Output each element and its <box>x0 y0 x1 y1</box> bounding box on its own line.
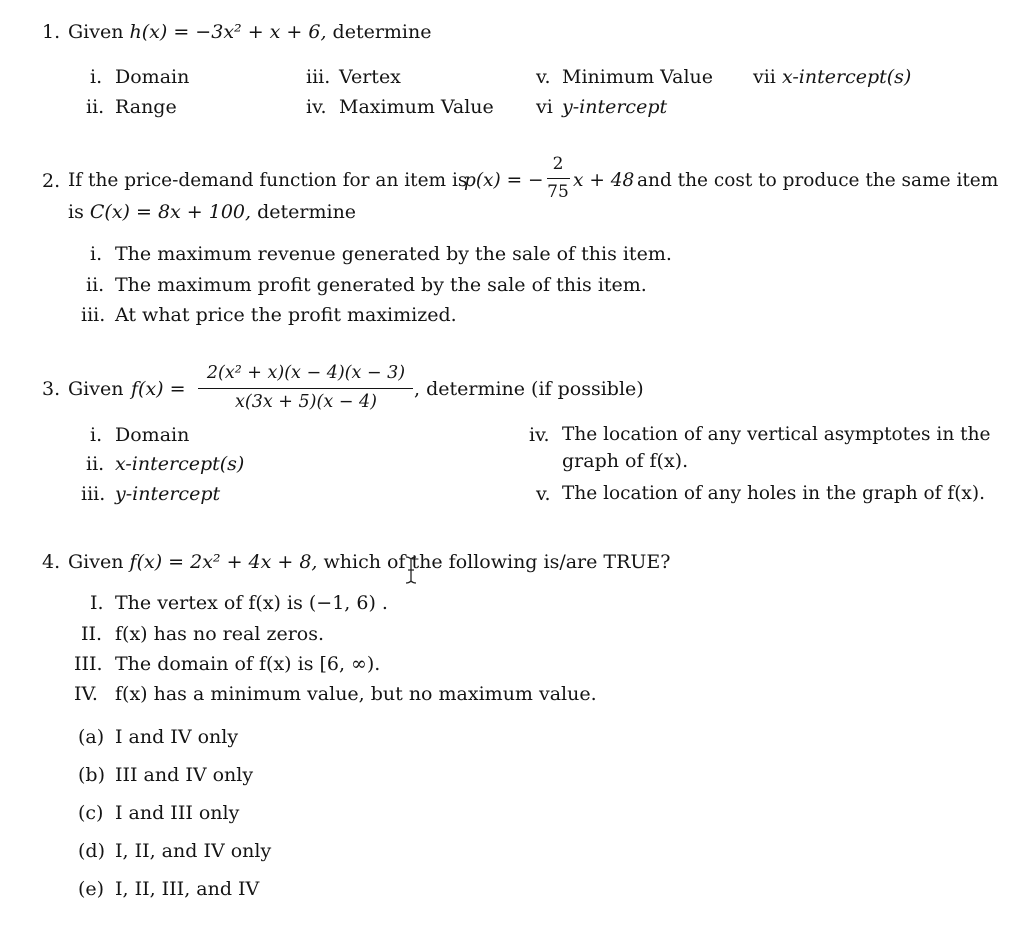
problem-1-number: 1. <box>42 21 61 43</box>
problem-3-item-text: The location of any holes in the graph of f(x). <box>562 483 985 504</box>
problem-1-item-num: iv. <box>306 96 327 118</box>
problem-3-frac-numerator: 2(x² + x)(x − 4)(x − 3) <box>206 363 406 383</box>
problem-2-number: 2. <box>42 170 61 192</box>
problem-3-item-text: y-intercept <box>115 483 221 505</box>
problem-4-stem <box>68 553 670 572</box>
problem-1-item-num: vi <box>536 96 553 118</box>
problem-3-item-text: The location of any vertical asymptotes in the <box>562 424 991 445</box>
problem-2-frac-bar <box>547 178 570 179</box>
problem-4-choice-label: (b) <box>78 764 105 786</box>
problem-2-stem-prefix: If the price-demand function for an item is <box>68 170 468 191</box>
problem-4-statement-text: f(x) has a minimum value, but no maximum value. <box>115 683 597 705</box>
problem-3-function-lhs: f(x) = <box>131 378 186 400</box>
problem-4-function: f(x) = 2x² + 4x + 8, <box>129 551 318 573</box>
problem-4-statement-num: II. <box>81 623 103 645</box>
problem-2-item-num: i. <box>90 243 103 265</box>
problem-2-item-text: The maximum revenue generated by the sale of this item. <box>115 243 672 265</box>
problem-2-cost-function: C(x) = 8x + 100, <box>89 201 252 223</box>
problem-4-statement-num: III. <box>74 653 103 675</box>
problem-4-choice-label: (e) <box>78 878 105 900</box>
problem-4-statement-text: f(x) has no real zeros. <box>115 623 325 645</box>
problem-4-statement-text: The domain of f(x) is [6, ∞). <box>115 653 381 675</box>
problem-3-item-text: Domain <box>115 424 190 446</box>
problem-2-item-num: ii. <box>86 274 105 296</box>
problem-1-item-num: iii. <box>306 66 331 88</box>
problem-1-stem-prefix: Given <box>68 21 124 43</box>
text-cursor-icon <box>404 556 418 584</box>
problem-2-item-text: At what price the profit maximized. <box>115 304 457 326</box>
problem-1-stem-suffix: determine <box>332 21 432 43</box>
problem-1-item-num: v. <box>536 66 551 88</box>
problem-2-demand-rhs: x + 48 <box>573 170 635 191</box>
problem-2-stem-line2 <box>68 203 356 222</box>
problem-3-stem-prefix: Given <box>68 378 124 400</box>
problem-1-stem <box>68 23 432 42</box>
problem-4-choice-text: I and IV only <box>115 726 239 748</box>
problem-3-frac-bar <box>198 388 413 389</box>
problem-2-frac-denominator: 75 <box>547 182 569 202</box>
problem-1-item-text: Domain <box>115 66 190 88</box>
problem-2-line2-suffix: determine <box>257 201 357 223</box>
problem-4-choice-text: I, II, and IV only <box>115 840 272 862</box>
problem-1-item-text: x-intercept(s) <box>782 66 912 88</box>
problem-1-item-text: Vertex <box>339 66 401 88</box>
problem-2-item-text: The maximum profit generated by the sale of this item. <box>115 274 647 296</box>
problem-3-item-text: x-intercept(s) <box>115 453 245 475</box>
problem-1-function: h(x) = −3x² + x + 6, <box>129 21 327 43</box>
problem-1-item-text: Range <box>115 96 177 118</box>
problem-3-item-num: v. <box>536 483 551 505</box>
problem-2-stem-suffix: and the cost to produce the same item <box>637 170 999 191</box>
problem-4-choice-text: I and III only <box>115 802 240 824</box>
problem-3-item-num: i. <box>90 424 103 446</box>
problem-2-frac-numerator: 2 <box>552 154 564 174</box>
problem-1-item-text: y-intercept <box>562 96 668 118</box>
problem-3-frac-denominator: x(3x + 5)(x − 4) <box>235 392 377 412</box>
problem-3-item-text-cont: graph of f(x). <box>562 450 689 472</box>
problem-3-stem-suffix: , determine (if possible) <box>414 378 644 400</box>
problem-1-item-num: i. <box>90 66 103 88</box>
problem-4-stem-prefix: Given <box>68 551 124 573</box>
problem-1-item-num: vii <box>753 66 776 88</box>
problem-3-number: 3. <box>42 378 61 400</box>
problem-1-item-text: Maximum Value <box>339 96 494 118</box>
problem-1-item-text: Minimum Value <box>562 66 714 88</box>
problem-4-statement-num: IV. <box>74 683 98 705</box>
problem-2-demand-lhs: p(x) = − <box>464 170 544 191</box>
problem-3-item-num: ii. <box>86 453 105 475</box>
problem-2-line2-prefix: is <box>68 201 84 223</box>
problem-4-choice-label: (d) <box>78 840 105 862</box>
problem-1-item-num: ii. <box>86 96 105 118</box>
problem-2-item-num: iii. <box>81 304 106 326</box>
problem-3-item-num: iv. <box>529 424 550 446</box>
problem-3-item-num: iii. <box>81 483 106 505</box>
problem-4-choice-label: (c) <box>78 802 104 824</box>
problem-4-number: 4. <box>42 551 61 573</box>
problem-4-statement-num: I. <box>90 592 104 614</box>
problem-4-choice-text: I, II, III, and IV <box>115 878 260 900</box>
problem-4-stem-suffix: which of the following is/are TRUE? <box>323 551 671 573</box>
problem-4-choice-label: (a) <box>78 726 105 748</box>
problem-4-choice-text: III and IV only <box>115 764 254 786</box>
problem-4-statement-text: The vertex of f(x) is (−1, 6) . <box>115 592 388 614</box>
